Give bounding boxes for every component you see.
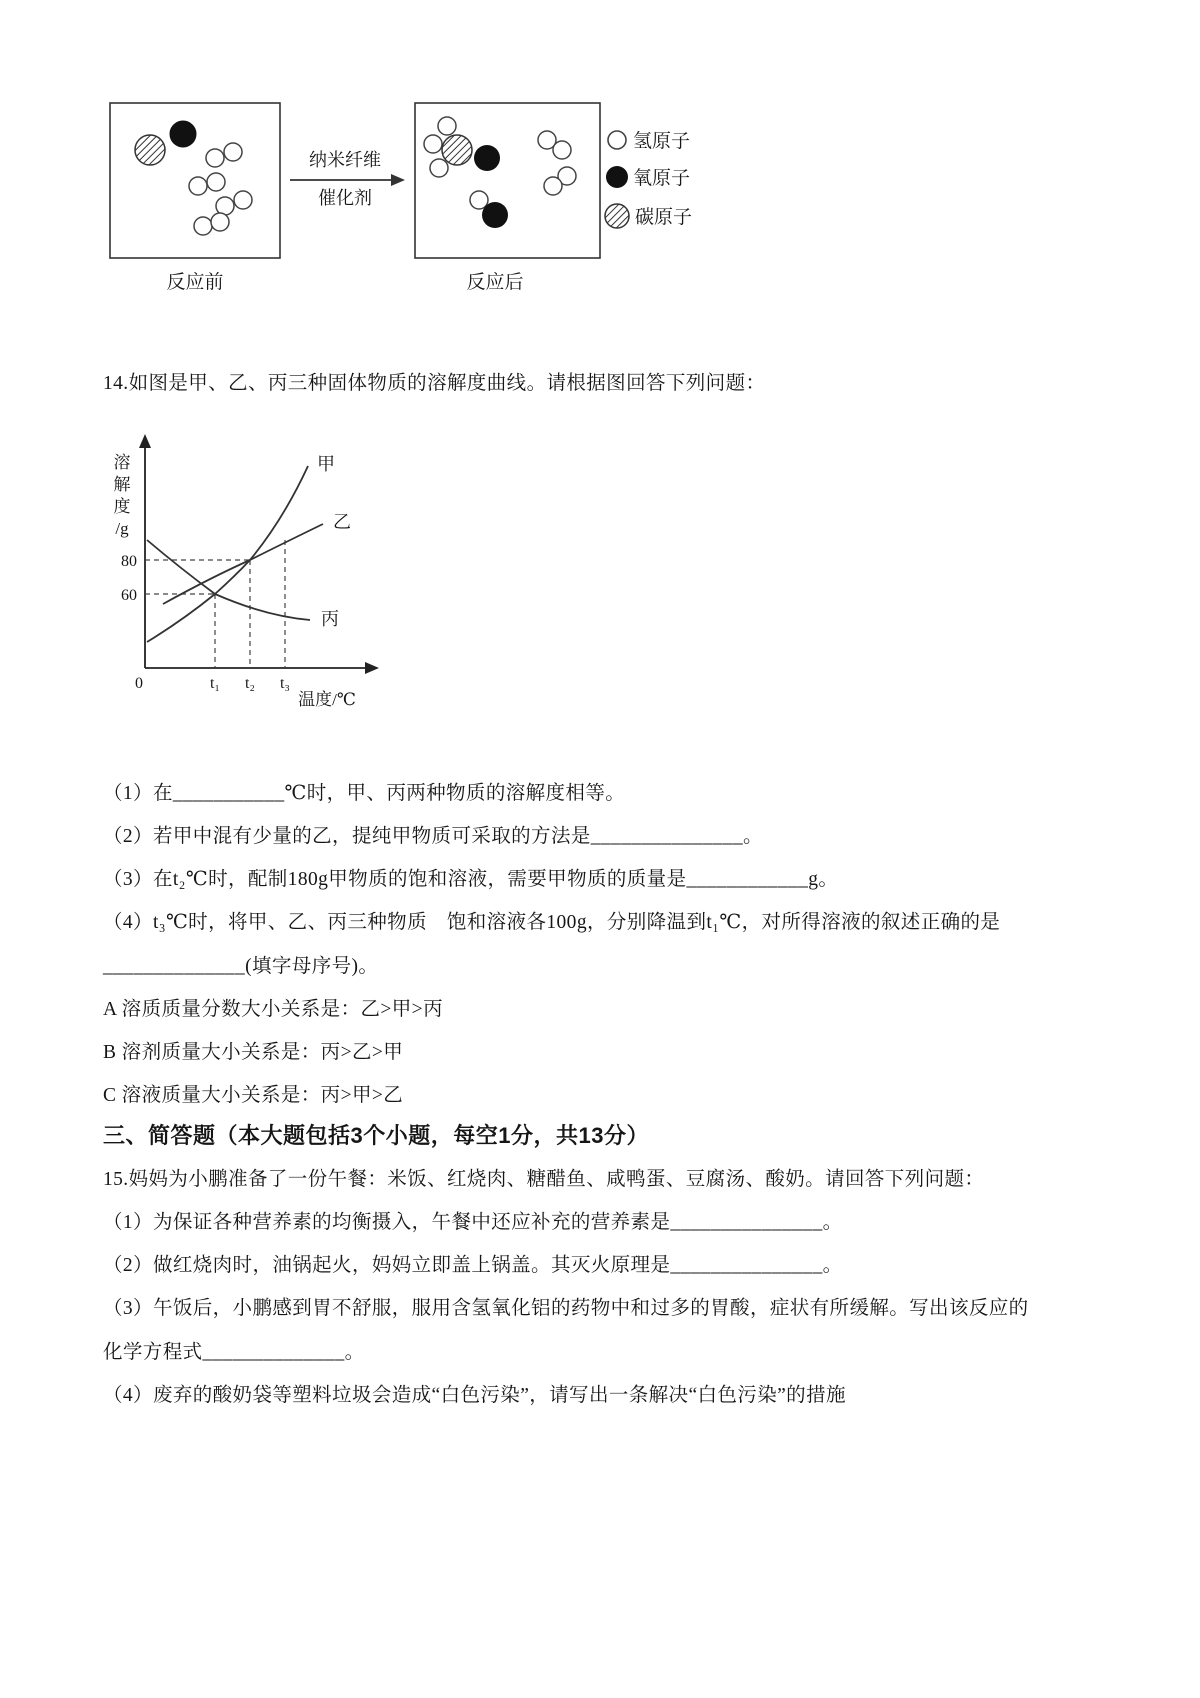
catalyst-label-top: 纳米纤维 — [309, 150, 381, 170]
curve-bing-label: 丙 — [321, 609, 339, 629]
y-tick-60: 60 — [121, 587, 137, 604]
q14-part-4-blank: ______________(填字母序号)。 — [103, 956, 379, 977]
q14-part-3: （3）在t₂℃时，配制180g甲物质的饱和溶液，需要甲物质的质量是____________g。 — [103, 869, 839, 890]
q15-part-2: （2）做红烧肉时，油锅起火，妈妈立即盖上锅盖。其灭火原理是_______________。 — [103, 1255, 843, 1276]
q14-part-1: （1）在___________℃时，甲、丙两种物质的溶解度相等。 — [103, 783, 626, 804]
carbon-legend-label: 碳原子 — [635, 207, 693, 228]
before-reaction-label: 反应前 — [166, 272, 224, 293]
x-tick-t2: t₂ — [244, 675, 256, 692]
q15-part-3-continued: 化学方程式______________。 — [103, 1342, 365, 1363]
x-axis-label: 温度/℃ — [298, 690, 356, 709]
dashed-guides — [145, 540, 285, 668]
svg-text:解: 解 — [113, 475, 131, 494]
q14-option-c: C 溶液质量大小关系是：丙>甲>乙 — [103, 1085, 404, 1106]
q14-part-4: （4）t₃℃时，将甲、乙、丙三种物质 饱和溶液各100g，分别降温到t₁℃，对所得溶液的叙述正确的是 — [103, 912, 1001, 933]
oxygen-atom-icon — [474, 145, 500, 171]
oxygen-legend-label: 氧原子 — [633, 168, 691, 189]
hydrogen-molecules-before — [189, 143, 252, 235]
reaction-arrow — [290, 174, 405, 186]
oxygen-atom-icon — [170, 121, 196, 147]
oxygen-atom-icon — [606, 166, 628, 188]
q14-part-2: （2）若甲中混有少量的乙，提纯甲物质可采取的方法是_______________。 — [103, 826, 763, 847]
carbon-monoxide-molecule — [135, 121, 196, 165]
curve-yi-label: 乙 — [333, 512, 351, 532]
atom-legend — [605, 130, 692, 228]
y-axis-arrow — [139, 434, 151, 448]
svg-text:/g: /g — [115, 519, 129, 538]
x-axis-arrow — [365, 662, 379, 674]
q14-option-b: B 溶剂质量大小关系是：丙>乙>甲 — [103, 1042, 404, 1063]
svg-text:溶: 溶 — [113, 453, 131, 472]
y-tick-80: 80 — [121, 553, 137, 570]
q15-part-3: （3）午饭后，小鹏感到胃不舒服，服用含氢氧化铝的药物中和过多的胃酸，症状有所缓解。写出该反应的 — [103, 1298, 1029, 1319]
oxygen-atom-icon — [482, 202, 508, 228]
question-14-intro: 14.如图是甲、乙、丙三种固体物质的溶解度曲线。请根据图回答下列问题： — [103, 373, 766, 394]
question-15-intro: 15.妈妈为小鹏准备了一份午餐：米饭、红烧肉、糖醋鱼、咸鸭蛋、豆腐汤、酸奶。请回答下列问题： — [103, 1169, 985, 1190]
q15-part-4: （4）废弃的酸奶袋等塑料垃圾会造成“白色污染”，请写出一条解决“白色污染”的措施 — [103, 1385, 846, 1406]
section-3-header: 三、简答题（本大题包括3个小题，每空1分，共13分） — [103, 1123, 649, 1148]
q15-part-1: （1）为保证各种营养素的均衡摄入，午餐中还应补充的营养素是_______________。 — [103, 1212, 843, 1233]
solubility-chart — [95, 428, 425, 723]
hydrogen-atom-icon — [608, 131, 626, 149]
x-tick-t1: t₁ — [209, 675, 221, 692]
catalyst-label-bottom: 催化剂 — [318, 188, 372, 208]
x-tick-0: 0 — [135, 675, 143, 692]
carbon-atom-icon — [442, 135, 472, 165]
reaction-diagram — [95, 98, 775, 313]
carbon-atom-icon — [605, 204, 629, 228]
svg-text:度: 度 — [113, 497, 131, 516]
x-tick-t3: t₃ — [279, 675, 291, 692]
y-axis-label — [114, 453, 131, 538]
curve-jia-label: 甲 — [317, 454, 335, 474]
curve-yi — [163, 524, 323, 604]
product-molecule-cluster — [424, 117, 500, 177]
carbon-atom-icon — [135, 135, 165, 165]
hydrogen-legend-label: 氢原子 — [633, 131, 691, 152]
q14-option-a: A 溶质质量分数大小关系是：乙>甲>丙 — [103, 999, 443, 1020]
after-reaction-label: 反应后 — [466, 272, 524, 293]
